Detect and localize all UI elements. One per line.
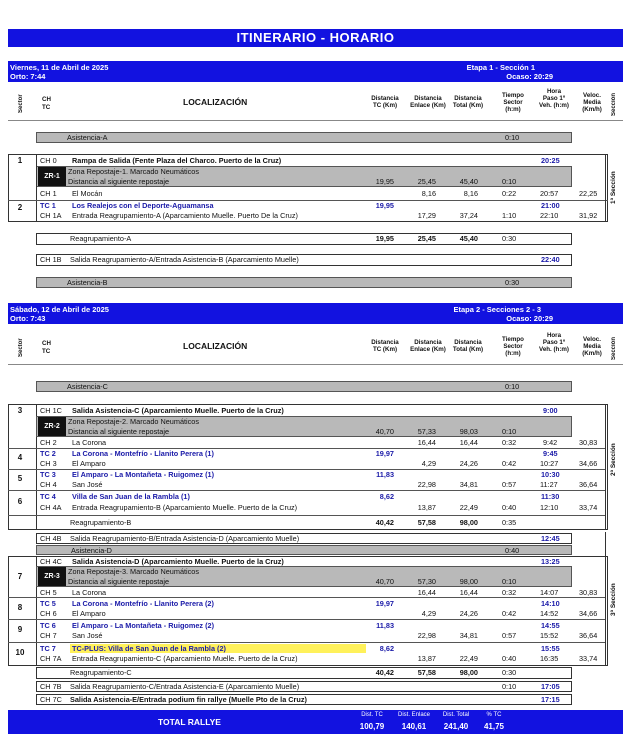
sector-7: 7 — [17, 572, 23, 581]
section-2-label: 2ª Sección — [610, 443, 617, 477]
col-dist-total: Distancia Total (Km) — [452, 95, 484, 109]
itinerary-page: ITINERARIO - HORARIO Viernes, 11 de Abril de 2025 Orto: 7:44 Etapa 1 - Sección 1 Ocaso: 20:29 Sector CH TC LOCALIZACIÓN Distancia TC (Km) Distancia Enlace (Km) Distancia Total (Km) Tiempo Sector (h:m) Hora Paso 1º Veh. (h:m) Veloc. Media (Km/h) Sección Asistencia-A 0:10 ZR-1 1 2 1ª Sección CH 0 Rampa de Salida (Fente Plaza del Charco. Puerto de la Cruz) 20:25 Zona Repostaje-1. Marcado Neumáticos Distancia al siguiente repostaje 19,95 25,45 45,40 0:10 CH 1 El Mocán 8,16 8,16 0:22 20:57 22,25 TC 1 Los Realejos con el Deporte-Aguamansa 19,95 21:00 CH 1A Entrada Reagrupamiento-A (Aparcamiento Muelle. Puerto De la Cruz) 17,29 37,24 1:10 22:10 31,92 Reagrupamiento-A 19,95 25,45 45,40 0:30 CH 1B Salida Reagrupamiento-A/Entrada Asistencia-B (Aparcamiento Muelle) 22:40 Asistencia-B 0:30 Sábado, 12 de Abril de 2025 Orto: 7:43 Etapa 2 - Secciones 2 - 3 Ocaso: 20:29 Sector CH TC LOCALIZACIÓN Distancia TC (Km) Distancia Enlace (Km) Distancia Total (Km) Tiempo Sector (h:m) Hora Paso 1º Veh. (h:m) Veloc. Media (Km/h) Sección Asistencia-C 0:10 2ª Sección ZR-2 3 CH 1C Salida Asistencia-C (Aparcamiento Muelle. Puerto de la Cruz) 9:00 Zona Repostaje-2. Marcado Neumáticos Distancia al siguiente repostaje 40,70 57,33 98,03 0:10 CH 2 La Corona 16,44 16,44 0:32 9:42 30,83 4 TC 2 La Corona - Montefrío - Llanito Perera (1) 19,97 9:45 CH 3 El Amparo 4,29 24,26 0:42 10:27 34,66 5 TC 3 El Amparo - La Montañeta - Ruigomez (1) 11,83 10:30 CH 4 San José 22,98 34,81 0:57 11:27 36,64 6 TC 4 Villa de San Juan de la Rambla (1) 8,62 11:30 CH 4A Entrada Reagrupamiento-B (Aparcamiento Muelle. Puerto de la Cruz) 13,87 22,49 0:40 12:10 33,74 Reagrupamiento-B 40,42 57,58 98,00 0:35 CH 4B Salida Reagrupamiento-B/Entrada Asistencia-D (Aparcamiento Muelle) 12:45 Asistencia-D 0:40 3ª Sección ZR-3 CH 4C Salida Asistencia-D (Aparcamiento Muelle. Puerto de la Cruz) 13:25 7 Zona Repostaje-3. Marcado Neumáticos Distancia al siguiente repostaje 40,70 57,30 98,00 0:10 CH 5 La Corona 16,44 16,44 0:32 14:07 30,83 8 TC 5 La Corona - Montefrío - Llanito Perera (2) 19,97 14:10 CH 6 El Amparo 4,29 24,26 0:42 14:52 34,66 9 TC 6 El Amparo - La Montañeta - Ruigomez (2) 11,83 14:55 CH 7 San José 22,98 34,81 0:57 15:52 36,64 10 TC 7 TC-PLUS: Villa de San Juan de la Rambla (2) 8,62 15:55 CH 7A Entrada Reagrupamiento-C (Aparcamiento Muelle. Puerto de la Cruz) 13,87 22,49 0:40 16:35 33,74 Reagrupamiento-C 40,42 57,58 98,00 0:30 CH 7B Salida Reagrupamiento-C/Entrada Asistencia-E (Aparcamiento Muelle) 0:10 17:05 CH 7C Salida Asistencia-E/Entrada podium fin rallye (Muelle Pto de la Cruz) 17:15 TOTAL RALLYE Dist. TC Dist. Enlace Dist. Total % TC 100,79 140,61 241,40 41,75 — [0, 0, 634, 735]
assistance-row: Asistencia-B 0:30 — [36, 277, 572, 288]
tc-plus-highlight: TC-PLUS: Villa de San Juan de la Rambla (2) — [70, 644, 366, 653]
column-header-day2: Sector CH TC LOCALIZACIÓN Distancia TC (Km) Distancia Enlace (Km) Distancia Total (Km) Tiempo Sector (h:m) Hora Paso 1º Veh. (h:m) Veloc. Media (Km/h) Sección — [8, 330, 623, 365]
sector-2: 2 — [17, 203, 23, 212]
day1-header — [8, 61, 623, 82]
tc1-name: Los Realejos con el Deporte-Aguamansa — [72, 201, 214, 210]
sector-5: 5 — [17, 474, 23, 483]
assistance-row: Asistencia-D 0:40 — [36, 545, 572, 555]
day1-etapa: Etapa 1 - Sección 1 — [466, 63, 535, 72]
day2-header — [8, 303, 623, 324]
assistance-row: Asistencia-C 0:10 — [36, 381, 572, 392]
col-veloc: Veloc. Media (Km/h) — [582, 92, 602, 113]
sector-9: 9 — [17, 625, 23, 634]
ch0-location: Rampa de Salida (Fente Plaza del Charco. Puerto de la Cruz) — [72, 156, 282, 165]
col-tiempo: Tiempo Sector (h:m) — [502, 92, 524, 113]
day2-ocaso: Ocaso: 20:29 — [506, 314, 553, 323]
total-rallye-bar: TOTAL RALLYE Dist. TC Dist. Enlace Dist. Total % TC 100,79 140,61 241,40 41,75 — [8, 710, 623, 734]
col-localizacion: LOCALIZACIÓN — [183, 97, 248, 107]
total-dist-tc: 100,79 — [359, 722, 385, 731]
day2-etapa: Etapa 2 - Secciones 2 - 3 — [453, 305, 541, 314]
zr3-badge: ZR-3 — [38, 567, 66, 586]
total-pct-tc: 41,75 — [483, 722, 505, 731]
column-header-day1 — [8, 86, 623, 121]
page-title: ITINERARIO - HORARIO — [8, 29, 623, 47]
col-hora: Hora Paso 1º Veh. (h:m) — [539, 88, 569, 109]
total-label: TOTAL RALLYE — [158, 717, 221, 727]
day1-orto: Orto: 7:44 — [10, 72, 46, 81]
section-1-label: 1ª Sección — [610, 171, 617, 205]
sector-10: 10 — [15, 648, 25, 657]
col-dist-enlace: Distancia Enlace (Km) — [410, 95, 446, 109]
col-sector: Sector — [18, 94, 24, 114]
assistance-row: Asistencia-A 0:10 — [36, 132, 572, 143]
section-3-label: 3ª Sección — [610, 583, 617, 617]
col-ch: CH — [42, 96, 51, 103]
sector-1: 1 — [17, 156, 23, 165]
col-dist-tc: Distancia TC (Km) — [371, 95, 399, 109]
day1-date: Viernes, 11 de Abril de 2025 — [10, 63, 109, 72]
day2-orto: Orto: 7:43 — [10, 314, 46, 323]
day2-date: Sábado, 12 de Abril de 2025 — [10, 305, 109, 314]
total-dist-enlace: 140,61 — [401, 722, 427, 731]
sector-6: 6 — [17, 497, 23, 506]
col-seccion: Sección — [611, 92, 617, 116]
zr2-badge: ZR-2 — [38, 417, 66, 436]
sector-3: 3 — [17, 406, 23, 415]
sector-4: 4 — [17, 453, 23, 462]
day1-ocaso: Ocaso: 20:29 — [506, 72, 553, 81]
col-tc: TC — [42, 104, 51, 111]
zr1-badge: ZR-1 — [38, 167, 66, 186]
sector-8: 8 — [17, 603, 23, 612]
total-dist-total: 241,40 — [443, 722, 469, 731]
